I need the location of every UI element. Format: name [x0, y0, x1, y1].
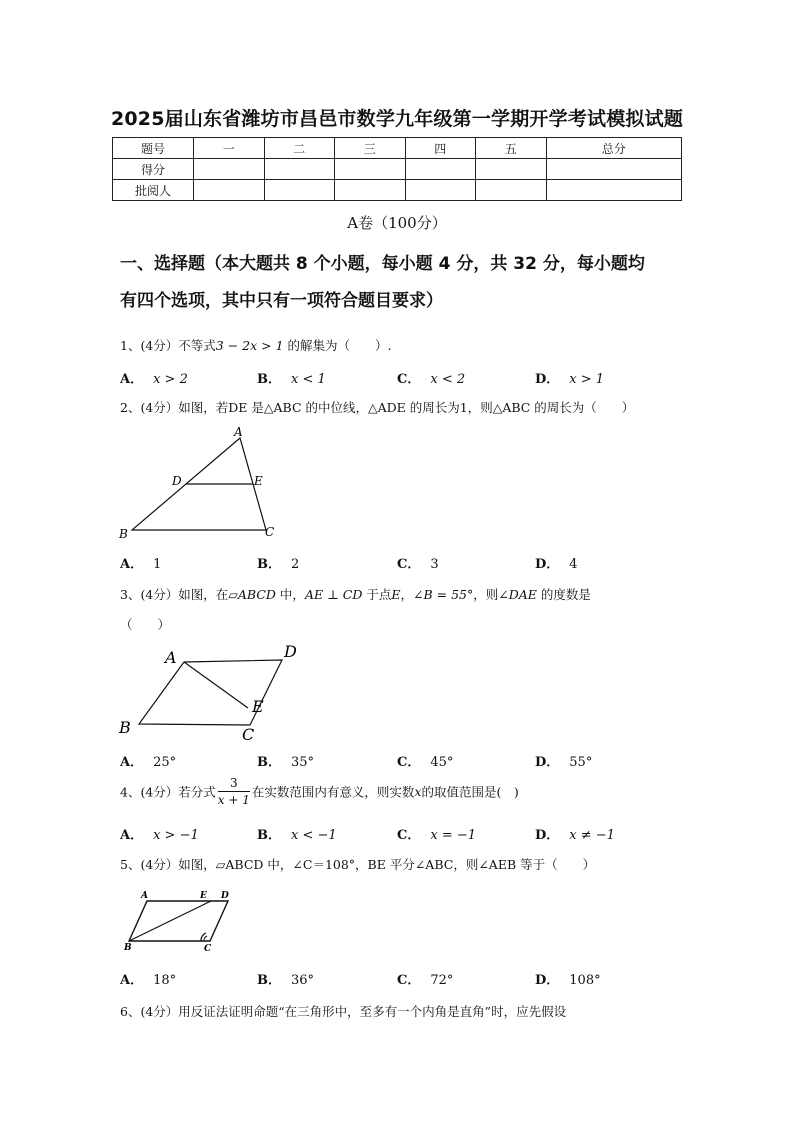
vertex-label: A: [165, 648, 177, 667]
table-cell: 批阅人: [113, 180, 194, 201]
question-3: 3、(4分）如图，在▱ABCD 中，AE ⊥ CD 于点E，∠B = 55°，则∠DAE 的度数是: [120, 587, 591, 602]
vertex-label: D: [284, 642, 297, 661]
question-text: 1、(4分）不等式: [120, 338, 216, 353]
option-c[interactable]: C． x < 2: [397, 372, 466, 387]
vertex-label: E: [254, 474, 263, 488]
table-cell: 四: [405, 138, 476, 159]
vertex-label: B: [124, 943, 132, 953]
vertex-label: C: [204, 944, 212, 954]
section-a-heading: A卷（100分）: [347, 214, 447, 232]
option-c[interactable]: C． 45°: [397, 755, 454, 770]
option-a[interactable]: A． 25°: [120, 755, 177, 770]
triangle-figure: [114, 424, 284, 544]
option-b[interactable]: B． 35°: [257, 755, 315, 770]
table-cell: 总分: [546, 138, 682, 159]
table-cell: 得分: [113, 159, 194, 180]
part1-heading: [120, 246, 700, 320]
table-cell: [405, 159, 476, 180]
parallelogram-figure: [120, 886, 240, 954]
table-cell: [194, 180, 265, 201]
question-4: 4、(4分）若分式 $\frac{3}{x + 1}$ 在实数范围内有意义，则实数x的取值范围是( ): [120, 776, 519, 807]
table-cell: [194, 159, 265, 180]
option-b[interactable]: B． 2: [257, 557, 300, 572]
fraction: $\frac{3}{x + 1}$: [217, 776, 250, 807]
part1-heading-line1: 一、选择题（本大题共 8 个小题，每小题 4 分，共 32 分，每小题均: [120, 254, 645, 274]
question-5: 5、(4分）如图，▱ABCD 中，∠C＝108°，BE 平分∠ABC，则∠AEB 等于（ ）: [120, 857, 596, 872]
score-table-row: [113, 159, 682, 180]
vertex-label: B: [119, 527, 128, 541]
vertex-label: C: [242, 725, 255, 744]
score-table-header-row: [113, 138, 682, 159]
option-a[interactable]: A． 18°: [120, 973, 177, 988]
math-expression: 3 − 2x > 1: [215, 338, 284, 353]
vertex-label: E: [200, 891, 207, 901]
table-cell: [546, 159, 682, 180]
vertex-label: A: [141, 891, 148, 901]
table-cell: [264, 159, 335, 180]
table-cell: 二: [264, 138, 335, 159]
exam-title: 2025届山东省潍坊市昌邑市数学九年级第一学期开学考试模拟试题: [110, 108, 684, 130]
table-cell: [335, 180, 406, 201]
table-cell: 题号: [113, 138, 194, 159]
vertex-label: A: [234, 425, 243, 439]
table-cell: 五: [476, 138, 547, 159]
option-a[interactable]: A． x > −1: [120, 828, 199, 843]
table-cell: 一: [194, 138, 265, 159]
table-cell: 三: [335, 138, 406, 159]
vertex-label: C: [265, 525, 275, 539]
table-cell: [335, 159, 406, 180]
table-cell: [476, 159, 547, 180]
table-cell: [405, 180, 476, 201]
option-c[interactable]: C． x = −1: [397, 828, 477, 843]
table-cell: [476, 180, 547, 201]
option-d[interactable]: D． 55°: [535, 755, 593, 770]
table-cell: [546, 180, 682, 201]
option-d[interactable]: D． 108°: [535, 973, 601, 988]
question-text: 的解集为（ ）.: [283, 338, 392, 353]
option-d[interactable]: D． 4: [535, 557, 578, 572]
parallelogram-figure: [114, 640, 314, 745]
vertex-label: B: [119, 718, 131, 737]
option-d[interactable]: D． x ≠ −1: [535, 828, 615, 843]
score-table-row: [113, 180, 682, 201]
question-2: 2、(4分）如图，若DE 是△ABC 的中位线，△ADE 的周长为1，则△ABC 的周长为（ ）: [120, 400, 635, 415]
score-table: [112, 137, 682, 201]
option-c[interactable]: C． 3: [397, 557, 439, 572]
option-b[interactable]: B． 36°: [257, 973, 315, 988]
option-a[interactable]: A． x > 2: [120, 372, 188, 387]
option-d[interactable]: D． x > 1: [535, 372, 605, 387]
table-cell: [264, 180, 335, 201]
part1-heading-line2: 有四个选项，其中只有一项符合题目要求）: [120, 291, 443, 311]
option-b[interactable]: B． x < 1: [257, 372, 326, 387]
vertex-label: D: [221, 891, 229, 901]
option-c[interactable]: C． 72°: [397, 973, 454, 988]
question-1: [120, 336, 392, 354]
vertex-label: D: [172, 474, 182, 488]
question-6: 6、(4分）用反证法证明命题“在三角形中，至多有一个内角是直角”时，应先假设: [120, 1004, 567, 1019]
question-3-line2: （ ）: [120, 617, 171, 632]
vertex-label: E: [252, 697, 264, 716]
option-a[interactable]: A． 1: [120, 557, 162, 572]
option-b[interactable]: B． x < −1: [257, 828, 337, 843]
